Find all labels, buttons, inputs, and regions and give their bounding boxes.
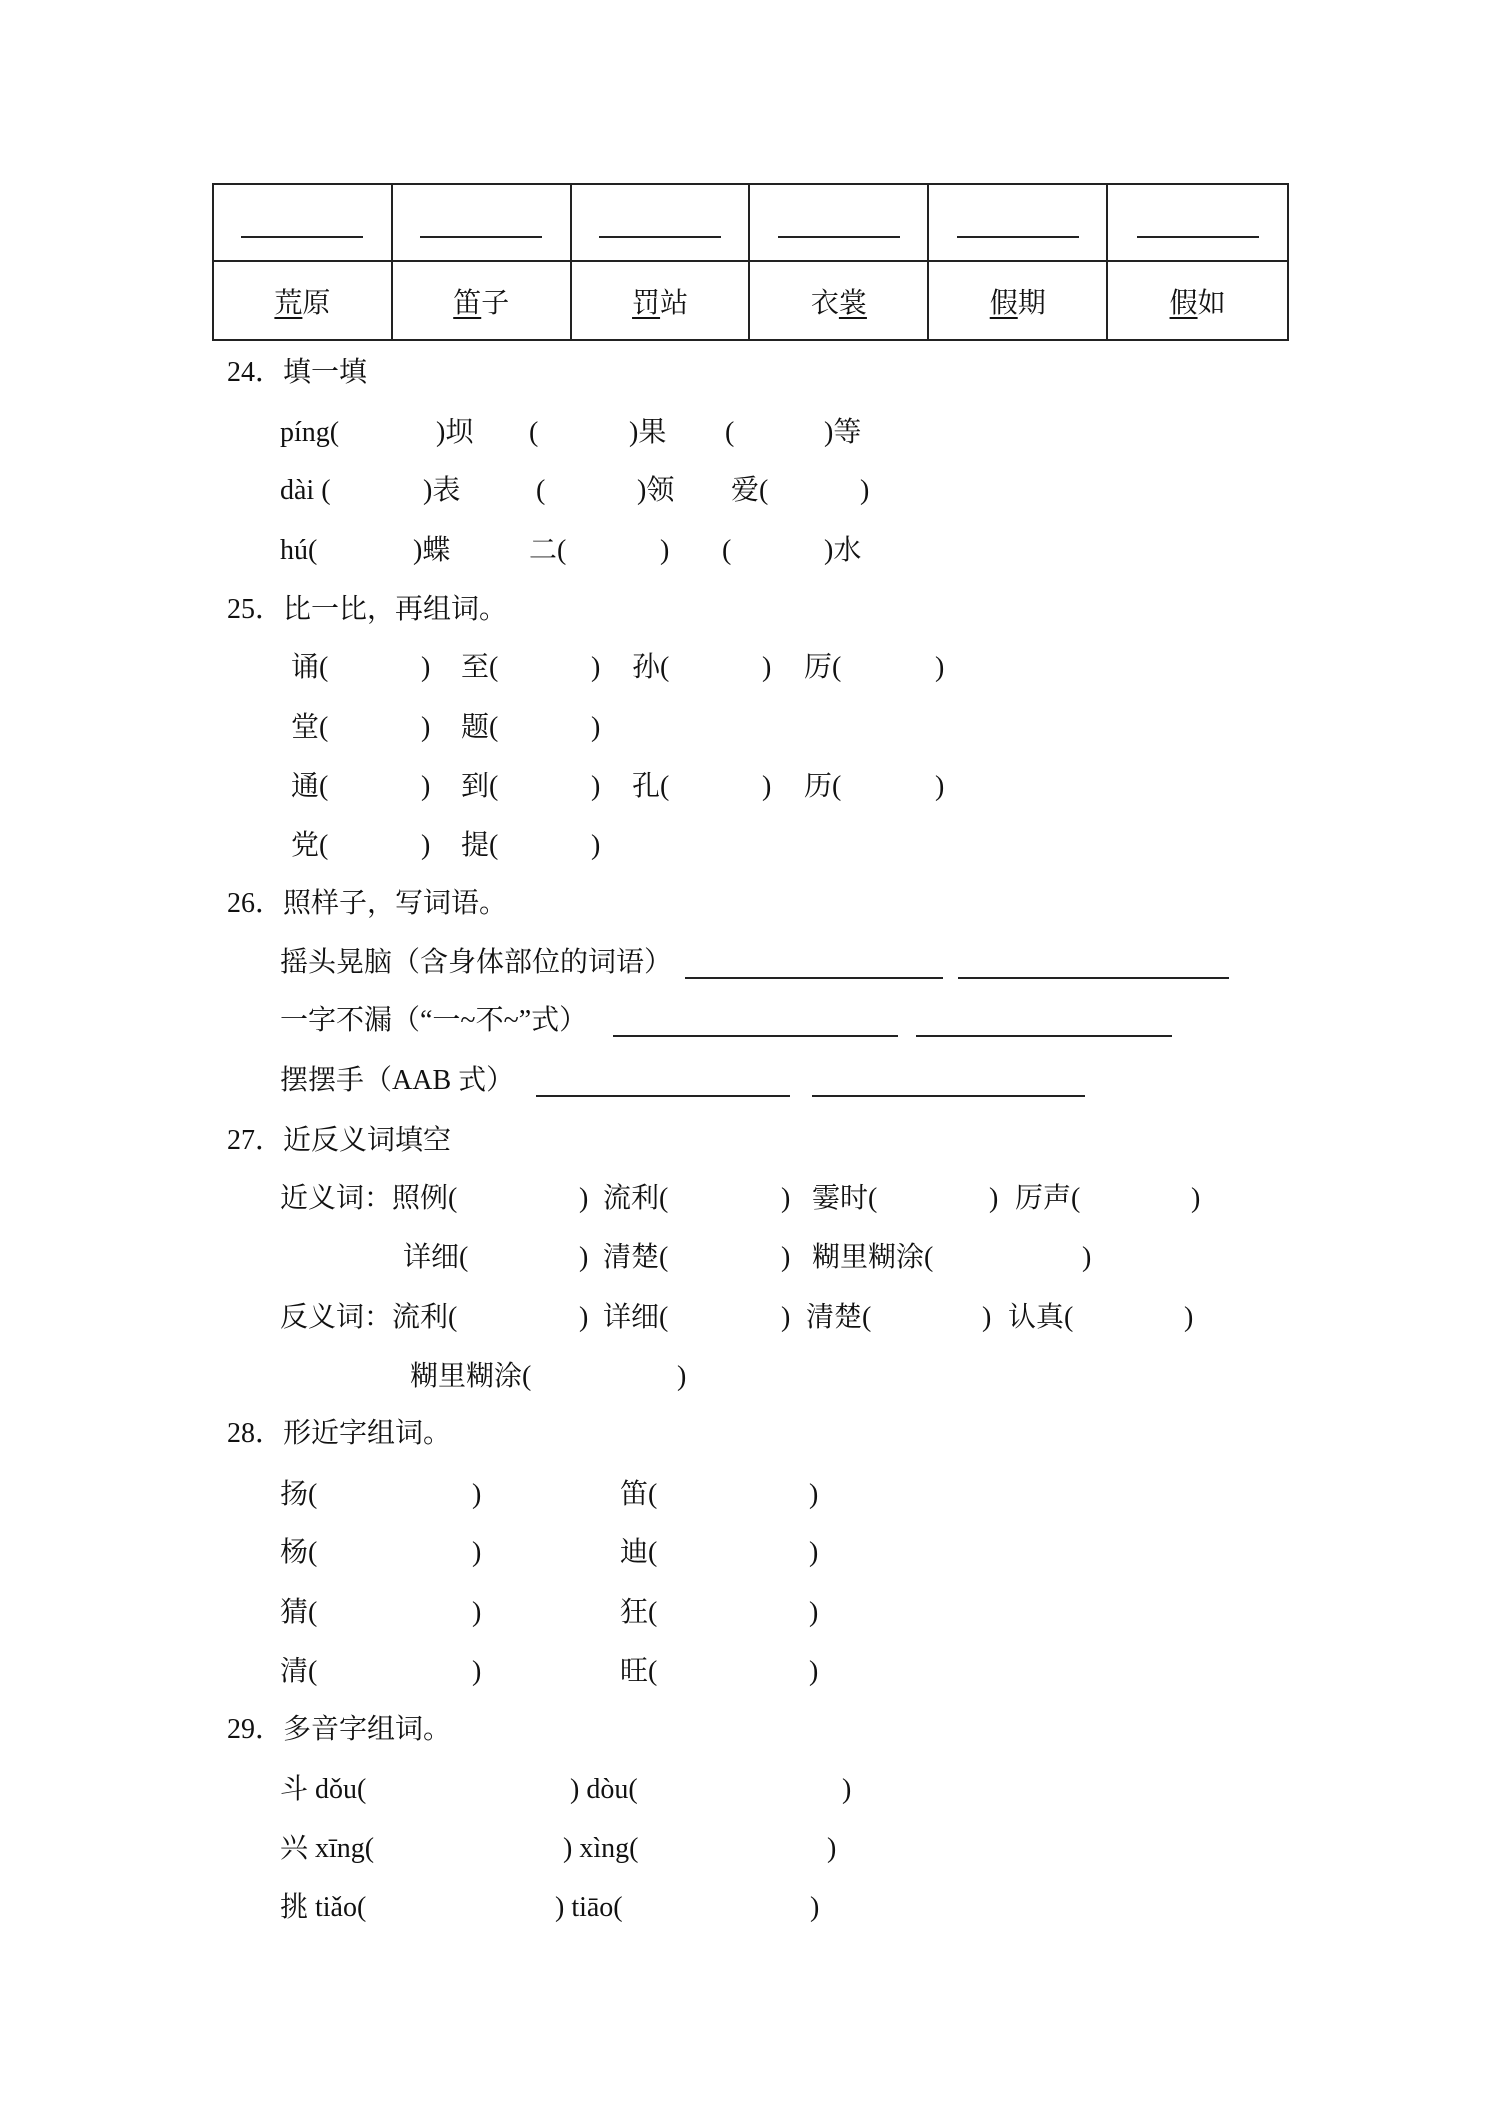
segment: 二( xyxy=(529,535,567,566)
q26-row xyxy=(0,945,1488,981)
table-blank-cell xyxy=(750,185,929,262)
q24-title-row xyxy=(0,355,1488,391)
underlined-char: 裳 xyxy=(838,287,867,319)
segment: ) xyxy=(982,1302,992,1333)
segment: ) xyxy=(781,1302,791,1333)
segment: 厉( xyxy=(804,652,842,683)
segment: 猜( xyxy=(280,1597,318,1628)
segment: 霎时( xyxy=(812,1183,878,1214)
table-blank-cell xyxy=(1108,185,1287,262)
answer-line xyxy=(685,945,943,979)
q29-row xyxy=(0,1890,1488,1926)
answer-line xyxy=(958,945,1229,979)
segment: 挑 tiǎo( xyxy=(280,1892,367,1923)
segment: ) xyxy=(762,771,772,802)
segment: ) xyxy=(809,1597,819,1628)
segment: )表 xyxy=(423,475,461,506)
segment: ) xyxy=(1184,1302,1194,1333)
question-title: 26．照样子，写词语。 xyxy=(227,888,508,919)
q25-row xyxy=(0,769,1488,805)
segment: 清楚( xyxy=(603,1242,669,1273)
segment: 至( xyxy=(461,652,499,683)
segment: 诵( xyxy=(291,652,329,683)
answer-line xyxy=(778,236,900,238)
segment: 杨( xyxy=(280,1537,318,1568)
segment: )水 xyxy=(824,535,862,566)
segment: 到( xyxy=(461,771,499,802)
segment: )果 xyxy=(629,417,667,448)
segment: ) xyxy=(472,1597,482,1628)
segment: 孙( xyxy=(632,652,670,683)
segment: ) xyxy=(472,1656,482,1687)
underlined-char: 假 xyxy=(989,287,1018,319)
segment: )领 xyxy=(637,475,675,506)
q26-row xyxy=(0,1063,1488,1099)
segment: ) xyxy=(591,830,601,861)
segment: ( xyxy=(529,417,539,448)
table-word-cell: 衣 裳 xyxy=(750,262,929,339)
underlined-char: 罚 xyxy=(632,287,661,319)
table-blank-cell xyxy=(214,185,393,262)
segment: ( xyxy=(536,475,546,506)
segment: ) xyxy=(935,771,945,802)
segment: 兴 xīng( xyxy=(280,1833,375,1864)
q24-row xyxy=(0,415,1488,451)
segment: ) xyxy=(860,475,870,506)
segment: 题( xyxy=(461,712,499,743)
q27-row xyxy=(0,1359,1488,1395)
segment: ) xyxy=(579,1242,589,1273)
segment: ) xyxy=(421,652,431,683)
question-title: 27．近反义词填空 xyxy=(227,1125,452,1156)
segment: 清( xyxy=(280,1656,318,1687)
q27-row xyxy=(0,1300,1488,1336)
segment: )蝶 xyxy=(413,535,451,566)
q24-row xyxy=(0,473,1488,509)
question-title: 29．多音字组词。 xyxy=(227,1714,452,1745)
answer-line xyxy=(916,1003,1172,1037)
segment: 清楚( xyxy=(806,1302,872,1333)
answer-line xyxy=(420,236,542,238)
segment: ( xyxy=(722,535,732,566)
segment: ) xyxy=(989,1183,999,1214)
table-word-cell: 罚 站 xyxy=(572,262,751,339)
segment: ) xyxy=(421,830,431,861)
segment: 反义词：流利( xyxy=(280,1302,458,1333)
segment: 糊里糊涂( xyxy=(812,1242,934,1273)
segment: 提( xyxy=(461,830,499,861)
table-word-cell: 荒 原 xyxy=(214,262,393,339)
segment: ) xyxy=(472,1537,482,1568)
segment: 孔( xyxy=(632,771,670,802)
segment: 近义词：照例( xyxy=(280,1183,458,1214)
q25-title-row xyxy=(0,592,1488,628)
q25-row xyxy=(0,710,1488,746)
segment: ) tiāo( xyxy=(555,1892,623,1923)
prompt: 摇头晃脑（含身体部位的词语） xyxy=(280,947,673,978)
question-title: 25．比一比，再组词。 xyxy=(227,594,508,625)
segment: 认真( xyxy=(1008,1302,1074,1333)
segment: ) xyxy=(472,1479,482,1510)
segment: ) xìng( xyxy=(563,1833,639,1864)
segment: ) xyxy=(591,771,601,802)
q24-row xyxy=(0,533,1488,569)
segment: ) xyxy=(660,535,670,566)
q27-title-row xyxy=(0,1123,1488,1159)
segment: dài ( xyxy=(280,475,331,506)
answer-line xyxy=(1137,236,1259,238)
question-title: 28．形近字组词。 xyxy=(227,1418,452,1449)
q28-title-row xyxy=(0,1416,1488,1452)
segment: ) xyxy=(781,1183,791,1214)
q27-row xyxy=(0,1181,1488,1217)
table-word-cell: 假 如 xyxy=(1108,262,1287,339)
prompt: 摆摆手（AAB 式） xyxy=(280,1065,515,1096)
q28-row xyxy=(0,1477,1488,1513)
segment: ) xyxy=(591,652,601,683)
segment: ) xyxy=(809,1656,819,1687)
q26-title-row xyxy=(0,886,1488,922)
segment: ) xyxy=(935,652,945,683)
q29-row xyxy=(0,1772,1488,1808)
segment: )坝 xyxy=(436,417,474,448)
segment: 扬( xyxy=(280,1479,318,1510)
segment: 迪( xyxy=(620,1537,658,1568)
q29-title-row xyxy=(0,1712,1488,1748)
segment: 狂( xyxy=(620,1597,658,1628)
segment: ) xyxy=(421,712,431,743)
segment: ) dòu( xyxy=(570,1774,638,1805)
segment: 通( xyxy=(291,771,329,802)
segment: ) xyxy=(579,1183,589,1214)
table-word-cell: 假 期 xyxy=(929,262,1108,339)
pinyin-table xyxy=(212,183,1289,341)
table-blank-cell xyxy=(929,185,1108,262)
q25-row xyxy=(0,650,1488,686)
answer-line xyxy=(613,1003,898,1037)
q28-row xyxy=(0,1535,1488,1571)
segment: ) xyxy=(421,771,431,802)
segment: )等 xyxy=(824,417,862,448)
segment: 历( xyxy=(804,771,842,802)
segment: 流利( xyxy=(603,1183,669,1214)
q28-row xyxy=(0,1595,1488,1631)
answer-line xyxy=(599,236,721,238)
segment: ) xyxy=(1082,1242,1092,1273)
table-blank-cell xyxy=(572,185,751,262)
q29-row xyxy=(0,1831,1488,1867)
table-blank-cell xyxy=(393,185,572,262)
segment: 厉声( xyxy=(1015,1183,1081,1214)
segment: 笛( xyxy=(620,1479,658,1510)
q25-row xyxy=(0,828,1488,864)
segment: ( xyxy=(725,417,735,448)
segment: ) xyxy=(762,652,772,683)
segment: ) xyxy=(842,1774,852,1805)
segment: ) xyxy=(1191,1183,1201,1214)
question-title: 24．填一填 xyxy=(227,357,368,388)
segment: 糊里糊涂( xyxy=(410,1361,532,1392)
q26-row xyxy=(0,1003,1488,1039)
segment: hú( xyxy=(280,535,318,566)
prompt: 一字不漏（“一~不~”式） xyxy=(280,1005,588,1036)
underlined-char: 笛 xyxy=(453,287,482,319)
answer-line xyxy=(241,236,363,238)
segment: ) xyxy=(810,1892,820,1923)
segment: ) xyxy=(677,1361,687,1392)
answer-line xyxy=(812,1063,1085,1097)
answer-line xyxy=(957,236,1079,238)
segment: ) xyxy=(809,1537,819,1568)
q28-row xyxy=(0,1654,1488,1690)
segment: 堂( xyxy=(291,712,329,743)
segment: ) xyxy=(579,1302,589,1333)
segment: 爱( xyxy=(731,475,769,506)
underlined-char: 假 xyxy=(1169,287,1198,319)
underlined-char: 荒 xyxy=(274,287,303,319)
segment: ) xyxy=(591,712,601,743)
table-word-cell: 笛 子 xyxy=(393,262,572,339)
segment: ) xyxy=(781,1242,791,1273)
answer-line xyxy=(536,1063,790,1097)
segment: 详细( xyxy=(603,1302,669,1333)
segment: 旺( xyxy=(620,1656,658,1687)
segment: píng( xyxy=(280,417,340,448)
segment: 详细( xyxy=(403,1242,469,1273)
segment: ) xyxy=(809,1479,819,1510)
segment: 斗 dǒu( xyxy=(280,1774,367,1805)
segment: 党( xyxy=(291,830,329,861)
segment: ) xyxy=(827,1833,837,1864)
q27-row xyxy=(0,1240,1488,1276)
